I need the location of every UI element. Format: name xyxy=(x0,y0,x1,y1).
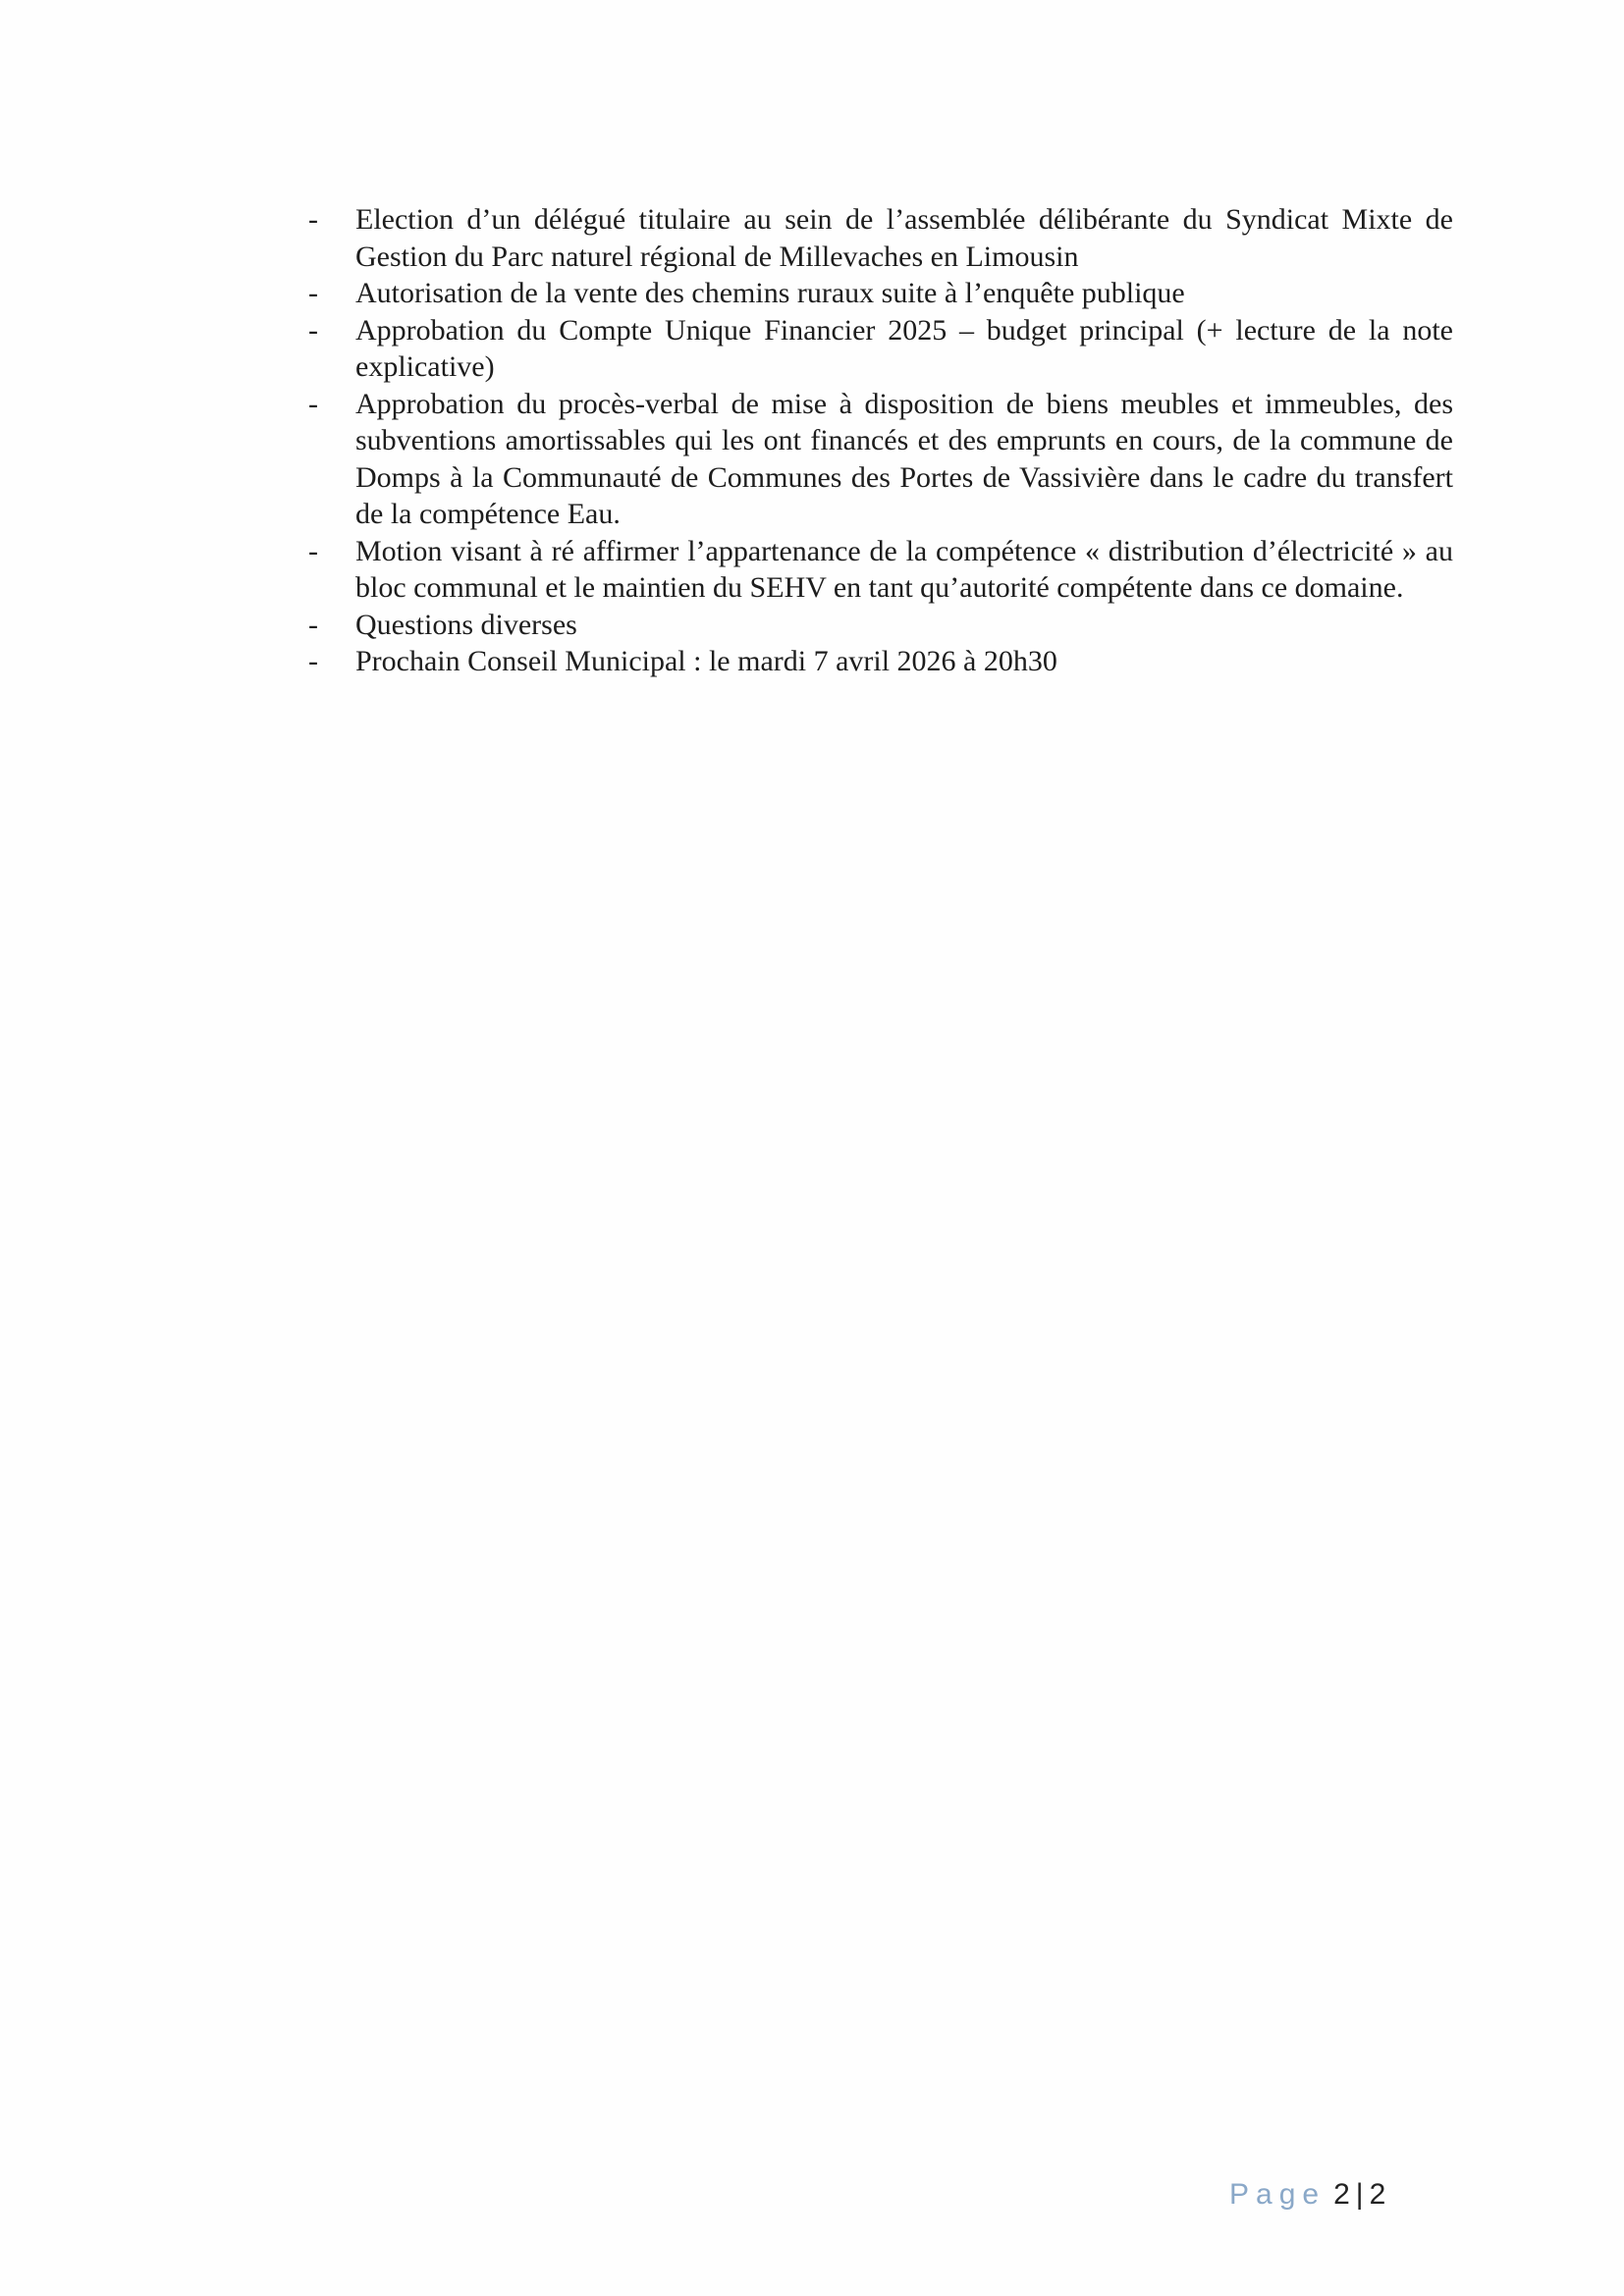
agenda-item-various-questions xyxy=(295,607,1453,644)
agenda-item-text: Approbation du procès-verbal de mise à disposition de biens meubles et immeubles, des subventions amortissables qui les ont financés et des emprunts en cours, de la commune de Domps à la Communauté de Communes des Portes de Vassivière dans le cadre du transfert de la compétence Eau. xyxy=(355,387,1453,530)
bullet-dash: - xyxy=(308,534,318,567)
bullet-dash: - xyxy=(308,313,318,347)
current-page-number: 2 xyxy=(1333,2178,1350,2211)
agenda-item-minutes-approval xyxy=(295,386,1453,533)
agenda-item-text: Questions diverses xyxy=(355,608,577,641)
agenda-item-electricity-motion xyxy=(295,533,1453,607)
agenda-item-rural-paths-sale xyxy=(295,275,1453,312)
agenda-item-next-council xyxy=(295,643,1453,680)
agenda-item-financial-account xyxy=(295,312,1453,386)
bullet-dash: - xyxy=(308,203,318,236)
agenda-list xyxy=(295,201,1453,680)
agenda-item-text: Election d’un délégué titulaire au sein de l’assemblée délibérante du Syndicat Mixte de Gestion du Parc naturel régional de Millevaches en Limousin xyxy=(355,203,1453,273)
page-word-label: Page xyxy=(1229,2178,1326,2211)
agenda-item-text: Prochain Conseil Municipal : le mardi 7 avril 2026 à 20h30 xyxy=(355,645,1057,677)
agenda-item-text: Motion visant à ré affirmer l’appartenance de la compétence « distribution d’électricité » au bloc communal et le maintien du SEHV en tant qu’autorité compétente dans ce domaine. xyxy=(355,534,1453,604)
page-number-footer xyxy=(1229,2177,1385,2213)
total-pages-number: 2 xyxy=(1369,2178,1386,2211)
agenda-item-text: Approbation du Compte Unique Financier 2025 – budget principal (+ lecture de la note explicative) xyxy=(355,313,1453,383)
page-separator: | xyxy=(1355,2178,1364,2211)
bullet-dash: - xyxy=(308,277,318,309)
bullet-dash: - xyxy=(308,387,318,420)
agenda-item-delegate-election xyxy=(295,201,1453,275)
agenda-item-text: Autorisation de la vente des chemins ruraux suite à l’enquête publique xyxy=(355,277,1185,309)
bullet-dash: - xyxy=(308,608,318,641)
bullet-dash: - xyxy=(308,645,318,677)
